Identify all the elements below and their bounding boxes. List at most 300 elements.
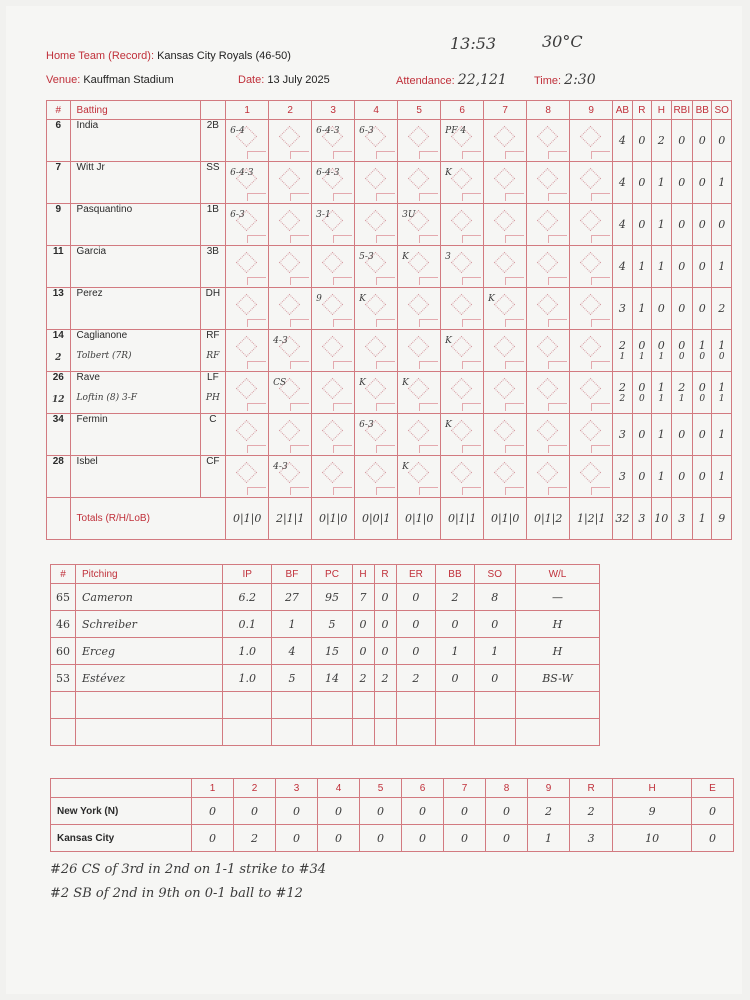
base-diamond [365, 462, 386, 483]
count-box [376, 487, 395, 495]
pitcher-row-empty [51, 692, 600, 719]
batter-name-cell [70, 330, 200, 372]
linescore-value: 2 [528, 798, 570, 825]
pitcher-bb: 0 [436, 665, 474, 692]
team-record: (46-50) [255, 50, 291, 62]
inning-cell [441, 288, 484, 330]
col-rbi: RBI [671, 101, 693, 120]
inning-cell [312, 372, 355, 414]
batter-number-value: 7 [55, 162, 62, 173]
count-box [591, 277, 610, 285]
batter-name: Caglianone [76, 330, 128, 341]
empty-cell [374, 692, 396, 719]
base-diamond [537, 294, 558, 315]
batter-position: 2B [206, 120, 219, 131]
base-diamond [580, 336, 601, 357]
inning-cell [226, 246, 269, 288]
pitcher-pc: 5 [312, 611, 352, 638]
sub-number-value: 2 [55, 353, 62, 363]
count-box [419, 277, 438, 285]
base-diamond [322, 420, 343, 441]
linescore-value: 0 [691, 798, 733, 825]
batter-stat: 0 [678, 339, 686, 352]
play-mark: 5-3 [359, 252, 374, 262]
ls-col-team [51, 779, 192, 798]
batter-number-value: 14 [52, 330, 64, 341]
count-box [505, 445, 524, 453]
totals-r: 3 [632, 498, 651, 540]
count-box [419, 403, 438, 411]
batter-number [47, 414, 71, 456]
inning-cell [269, 330, 312, 372]
inning-cell [484, 456, 527, 498]
pitcher-wl: H [515, 638, 599, 665]
linescore-value: 0 [192, 825, 234, 852]
empty-cell [272, 719, 312, 746]
batter-stat-cell [632, 288, 651, 330]
batter-stat: 0 [678, 428, 686, 441]
base-diamond [365, 336, 386, 357]
count-box [591, 361, 610, 369]
linescore-value: 0 [318, 798, 360, 825]
inning-cell [527, 162, 570, 204]
totals-inning-5: 0|1|0 [398, 498, 441, 540]
empty-cell [352, 692, 374, 719]
play-mark: CS [273, 378, 287, 388]
batter-stat: 1 [638, 302, 646, 315]
base-diamond [322, 294, 343, 315]
batter-stat-cell [671, 120, 693, 162]
batter-row [47, 204, 732, 246]
play-mark: 9 [316, 294, 322, 304]
inning-cell [484, 330, 527, 372]
inning-cell [269, 456, 312, 498]
play-mark: K [359, 378, 366, 388]
base-diamond [494, 126, 515, 147]
base-diamond [494, 420, 515, 441]
base-diamond [279, 294, 300, 315]
batter-stat: 0 [638, 176, 646, 189]
inning-cell [355, 414, 398, 456]
base-diamond [236, 252, 257, 273]
batter-number [47, 246, 71, 288]
pitcher-pc: 15 [312, 638, 352, 665]
pitcher-pc: 14 [312, 665, 352, 692]
batter-stat-cell [613, 162, 632, 204]
count-box [376, 403, 395, 411]
batter-stat-cell [693, 204, 712, 246]
batter-stat: 0 [657, 339, 665, 352]
batter-stat: 1 [657, 218, 665, 231]
base-diamond [236, 378, 257, 399]
linescore-value: 3 [570, 825, 613, 852]
batter-row [47, 246, 732, 288]
col-inning-5: 5 [398, 101, 441, 120]
batter-position: DH [205, 288, 221, 299]
pit-col-r: R [374, 565, 396, 584]
batter-stat: 4 [618, 134, 626, 147]
batter-number [47, 372, 71, 414]
ls-col-8: 8 [486, 779, 528, 798]
empty-cell [223, 692, 272, 719]
batter-name-cell [70, 372, 200, 414]
batter-position-cell [200, 162, 226, 204]
totals-inning-1: 0|1|0 [226, 498, 269, 540]
count-box [419, 193, 438, 201]
count-box [290, 319, 309, 327]
batter-stat: 1 [638, 260, 646, 273]
pit-col-num: # [51, 565, 76, 584]
pitcher-bf: 1 [272, 611, 312, 638]
batter-stat: 0 [698, 470, 706, 483]
batter-number [47, 162, 71, 204]
batting-header-row [47, 101, 732, 120]
batter-stat: 0 [698, 302, 706, 315]
linescore-value: 9 [613, 798, 692, 825]
batter-stat-cell [613, 414, 632, 456]
inning-cell [441, 456, 484, 498]
count-box [376, 445, 395, 453]
home-team-label: Home Team (Record): [46, 50, 154, 62]
col-h: H [652, 101, 671, 120]
play-mark: K [445, 420, 452, 430]
pitcher-bb: 1 [436, 638, 474, 665]
inning-cell [355, 162, 398, 204]
batter-stat-cell [613, 372, 632, 414]
pitcher-r: 0 [374, 584, 396, 611]
inning-cell [441, 372, 484, 414]
count-box [333, 319, 352, 327]
col-inning-6: 6 [441, 101, 484, 120]
batter-stat-cell [712, 372, 732, 414]
pitcher-so: 1 [474, 638, 515, 665]
inning-cell [484, 288, 527, 330]
count-box [419, 445, 438, 453]
pit-col-ip: IP [223, 565, 272, 584]
inning-cell [312, 414, 355, 456]
sub-name: Tolbert (7R) [76, 351, 132, 361]
batter-row [47, 120, 732, 162]
inning-cell [484, 162, 527, 204]
empty-cell [474, 692, 515, 719]
count-box [333, 487, 352, 495]
pitcher-name: Cameron [76, 584, 223, 611]
pit-col-er: ER [396, 565, 436, 584]
empty-cell [51, 692, 76, 719]
pitcher-wl: H [515, 611, 599, 638]
base-diamond [580, 210, 601, 231]
batter-stat-cell [712, 456, 732, 498]
play-mark: 6-4 [230, 126, 245, 136]
play-mark: 3 [445, 252, 451, 262]
pitcher-r: 2 [374, 665, 396, 692]
pitcher-bf: 4 [272, 638, 312, 665]
linescore-value: 0 [276, 798, 318, 825]
count-box [548, 403, 567, 411]
empty-cell [51, 719, 76, 746]
inning-cell [570, 330, 613, 372]
batter-name: Witt Jr [76, 162, 105, 173]
inning-cell [570, 162, 613, 204]
batter-stat-cell [712, 246, 732, 288]
batter-position-cell [200, 330, 226, 372]
linescore-row [51, 798, 734, 825]
count-box [290, 151, 309, 159]
empty-cell [396, 692, 436, 719]
inning-cell [527, 246, 570, 288]
batter-stat: 0 [698, 176, 706, 189]
pit-col-name: Pitching [76, 565, 223, 584]
pitcher-r: 0 [374, 611, 396, 638]
venue-value: Kauffman Stadium [83, 74, 174, 86]
linescore-value: 0 [192, 798, 234, 825]
play-mark: 4-3 [273, 336, 288, 346]
inning-cell [398, 162, 441, 204]
batter-name: Rave [76, 372, 100, 383]
linescore-table [50, 778, 734, 852]
batter-stat-cell [671, 414, 693, 456]
base-diamond [537, 420, 558, 441]
base-diamond [236, 462, 257, 483]
count-box [548, 319, 567, 327]
batter-row [47, 414, 732, 456]
batter-stat-cell [613, 246, 632, 288]
batter-stat: 0 [638, 470, 646, 483]
count-box [548, 487, 567, 495]
play-mark: K [445, 168, 452, 178]
batter-name: Isbel [76, 456, 98, 467]
count-box [333, 403, 352, 411]
totals-bb: 1 [693, 498, 712, 540]
base-diamond [537, 336, 558, 357]
linescore-value: 0 [360, 825, 402, 852]
batter-stat: 0 [678, 218, 686, 231]
batter-stat: 2 [678, 381, 686, 394]
inning-cell [355, 120, 398, 162]
inning-cell [398, 414, 441, 456]
batter-stat-cell [632, 120, 651, 162]
batter-row [47, 162, 732, 204]
note-temperature: 30°C [542, 32, 583, 51]
batter-stat-cell [712, 162, 732, 204]
batter-name: Pasquantino [76, 204, 133, 215]
batter-stat-cell [613, 330, 632, 372]
linescore-value: 0 [318, 825, 360, 852]
totals-inning-8: 0|1|2 [527, 498, 570, 540]
inning-cell [269, 372, 312, 414]
batter-stat: 3 [618, 302, 626, 315]
batter-number-value: 11 [52, 246, 64, 257]
inning-cell [226, 288, 269, 330]
inning-cell [226, 120, 269, 162]
pitcher-wl: — [515, 584, 599, 611]
batter-stat: 0 [678, 302, 686, 315]
totals-so: 9 [712, 498, 732, 540]
note-line-2: #2 SB of 2nd in 9th on 0-1 ball to #12 [50, 886, 303, 901]
base-diamond [580, 462, 601, 483]
inning-cell [398, 120, 441, 162]
pitcher-bf: 5 [272, 665, 312, 692]
play-mark: 3-1 [316, 210, 331, 220]
batter-stat-cell [652, 330, 671, 372]
pit-col-so: SO [474, 565, 515, 584]
count-box [548, 193, 567, 201]
pitcher-name: Schreiber [76, 611, 223, 638]
pitcher-h: 7 [352, 584, 374, 611]
note-line-1: #26 CS of 3rd in 2nd on 1-1 strike to #34 [50, 862, 327, 877]
batter-stat: 4 [618, 176, 626, 189]
play-mark: 6-4-3 [316, 168, 340, 178]
totals-rbi: 3 [671, 498, 693, 540]
batter-position-cell [200, 204, 226, 246]
play-mark: K [402, 252, 409, 262]
batter-stat: 1 [657, 260, 665, 273]
count-box [290, 361, 309, 369]
count-box [505, 319, 524, 327]
venue-label: Venue: [46, 74, 81, 86]
linescore-value: 0 [360, 798, 402, 825]
base-diamond [494, 294, 515, 315]
base-diamond [451, 420, 472, 441]
play-mark: PF 4 [445, 126, 467, 136]
batter-position-cell [200, 456, 226, 498]
inning-cell [398, 456, 441, 498]
pitcher-row [51, 584, 600, 611]
batter-position: C [209, 414, 217, 425]
batter-stat: 0 [698, 381, 706, 394]
totals-inning-4: 0|0|1 [355, 498, 398, 540]
pitching-header-row [51, 565, 600, 584]
batter-number-value: 26 [52, 372, 64, 383]
inning-cell [527, 456, 570, 498]
batter-stat-cell [693, 162, 712, 204]
pitcher-pc: 95 [312, 584, 352, 611]
count-box [505, 403, 524, 411]
count-box [419, 487, 438, 495]
batter-stat-cell [671, 246, 693, 288]
batter-number [47, 120, 71, 162]
count-box [290, 193, 309, 201]
count-box [290, 235, 309, 243]
play-mark: 6-3 [230, 210, 245, 220]
pitcher-row [51, 611, 600, 638]
batter-stat: 0 [718, 218, 726, 231]
base-diamond [408, 336, 429, 357]
inning-cell [527, 372, 570, 414]
sub-stat: 1 [658, 394, 665, 404]
inning-cell [570, 288, 613, 330]
base-diamond [408, 420, 429, 441]
empty-cell [272, 692, 312, 719]
count-box [505, 361, 524, 369]
batting-body [47, 120, 732, 498]
batter-number [47, 456, 71, 498]
pit-col-pc: PC [312, 565, 352, 584]
base-diamond [494, 378, 515, 399]
batter-name-cell [70, 120, 200, 162]
inning-cell [441, 246, 484, 288]
batter-position: CF [206, 456, 220, 467]
pitching-body [51, 584, 600, 746]
base-diamond [580, 378, 601, 399]
base-diamond [494, 168, 515, 189]
batter-stat-cell [613, 120, 632, 162]
count-box [247, 445, 266, 453]
count-box [247, 277, 266, 285]
totals-inning-6: 0|1|1 [441, 498, 484, 540]
count-box [548, 361, 567, 369]
pitcher-er: 0 [396, 611, 436, 638]
pitcher-er: 0 [396, 584, 436, 611]
inning-cell [355, 288, 398, 330]
base-diamond [365, 378, 386, 399]
count-box [419, 361, 438, 369]
inning-cell [570, 120, 613, 162]
batter-stat-cell [613, 288, 632, 330]
pitching-table [50, 564, 600, 746]
inning-cell [269, 288, 312, 330]
batter-number [47, 288, 71, 330]
inning-cell [269, 204, 312, 246]
batter-number-value: 9 [55, 204, 62, 215]
batter-stat-cell [652, 120, 671, 162]
ls-col-2: 2 [234, 779, 276, 798]
batter-stat: 1 [718, 470, 726, 483]
pit-col-bb: BB [436, 565, 474, 584]
base-diamond [279, 126, 300, 147]
date-value: 13 July 2025 [267, 74, 330, 86]
inning-cell [312, 456, 355, 498]
inning-cell [269, 414, 312, 456]
batter-stat: 1 [657, 428, 665, 441]
attendance-line [396, 72, 507, 88]
sub-position: RF [206, 351, 220, 361]
batter-stat-cell [613, 456, 632, 498]
inning-cell [312, 162, 355, 204]
base-diamond [236, 336, 257, 357]
inning-cell [484, 372, 527, 414]
ls-col-1: 1 [192, 779, 234, 798]
inning-cell [269, 120, 312, 162]
inning-cell [398, 288, 441, 330]
batter-stat: 0 [698, 428, 706, 441]
batter-position: SS [206, 162, 220, 173]
batter-position-cell [200, 288, 226, 330]
pitcher-bf: 27 [272, 584, 312, 611]
empty-cell [312, 692, 352, 719]
batter-stat-cell [671, 204, 693, 246]
batter-stat: 1 [718, 428, 726, 441]
base-diamond [322, 336, 343, 357]
base-diamond [494, 252, 515, 273]
batter-stat-cell [693, 246, 712, 288]
batter-number-value: 34 [52, 414, 64, 425]
base-diamond [494, 336, 515, 357]
pitcher-ip: 6.2 [223, 584, 272, 611]
totals-inning-2: 2|1|1 [269, 498, 312, 540]
sub-stat: 1 [638, 352, 645, 362]
batter-stat: 0 [698, 218, 706, 231]
inning-cell [355, 330, 398, 372]
sub-name: Loftin (8) 3-F [76, 393, 138, 403]
empty-cell [76, 719, 223, 746]
batter-stat-cell [671, 288, 693, 330]
base-diamond [451, 462, 472, 483]
linescore-value: 2 [570, 798, 613, 825]
inning-cell [226, 162, 269, 204]
batter-stat-cell [652, 456, 671, 498]
inning-cell [527, 330, 570, 372]
